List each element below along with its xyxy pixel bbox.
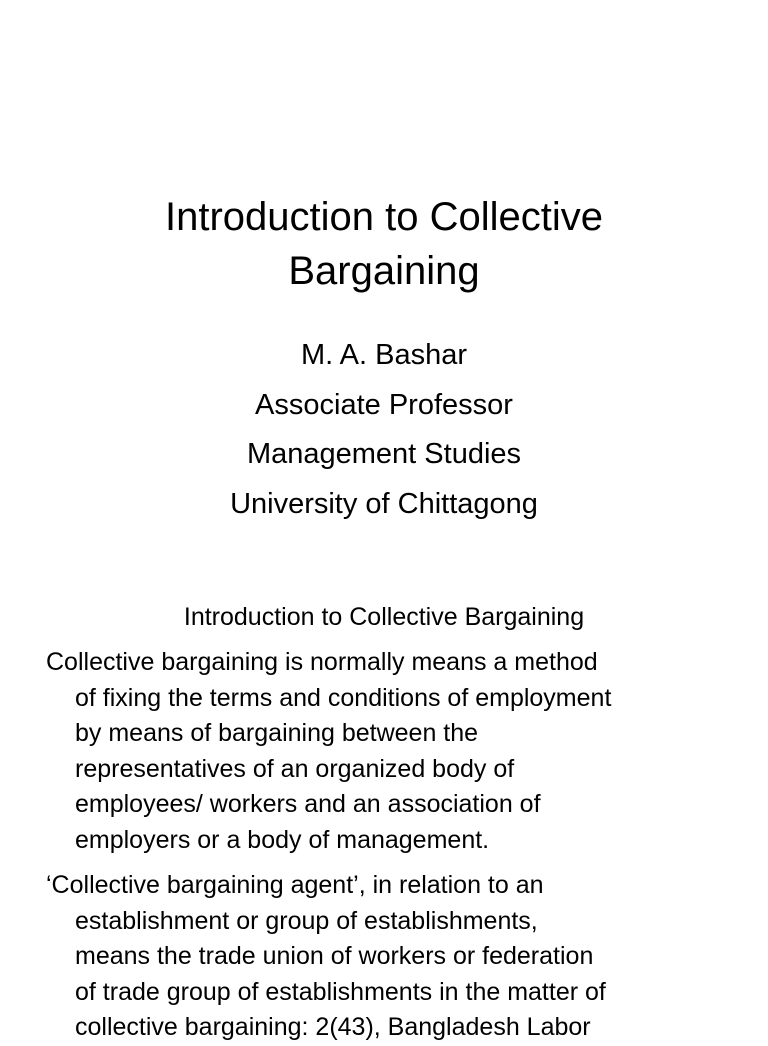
slide-title-line: Bargaining <box>288 249 480 293</box>
paragraph-line: Collective bargaining is normally means a method <box>46 648 598 676</box>
paragraph-line: means the trade union of workers or federation <box>75 942 594 970</box>
definition-paragraph <box>46 645 736 858</box>
slide-title-line: Introduction to Collective <box>164 195 603 239</box>
paragraph-line: employees/ workers and an association of <box>75 790 541 818</box>
author-department: Management Studies <box>246 438 522 470</box>
paragraph-line: collective bargaining: 2(43), Bangladesh Labor <box>75 1013 591 1041</box>
section-heading: Introduction to Collective Bargaining <box>183 603 585 631</box>
paragraph-line: of fixing the terms and conditions of employment <box>75 683 612 712</box>
paragraph-line: of trade group of establishments in the matter of <box>75 977 606 1006</box>
author-university: University of Chittagong <box>230 487 538 520</box>
author-name: M. A. Bashar <box>300 339 467 371</box>
paragraph-line: ‘Collective bargaining agent’, in relation to an <box>46 871 544 899</box>
agent-paragraph <box>46 868 736 1046</box>
paragraph-line: representatives of an organized body of <box>75 754 515 783</box>
paragraph-line: employers or a body of management. <box>75 825 490 854</box>
author-position: Associate Professor <box>255 388 513 421</box>
slide-title <box>0 190 768 298</box>
paragraph-line: by means of bargaining between the <box>75 719 479 747</box>
author-block <box>0 331 768 529</box>
paragraph-line: establishment or group of establishments, <box>75 906 538 935</box>
